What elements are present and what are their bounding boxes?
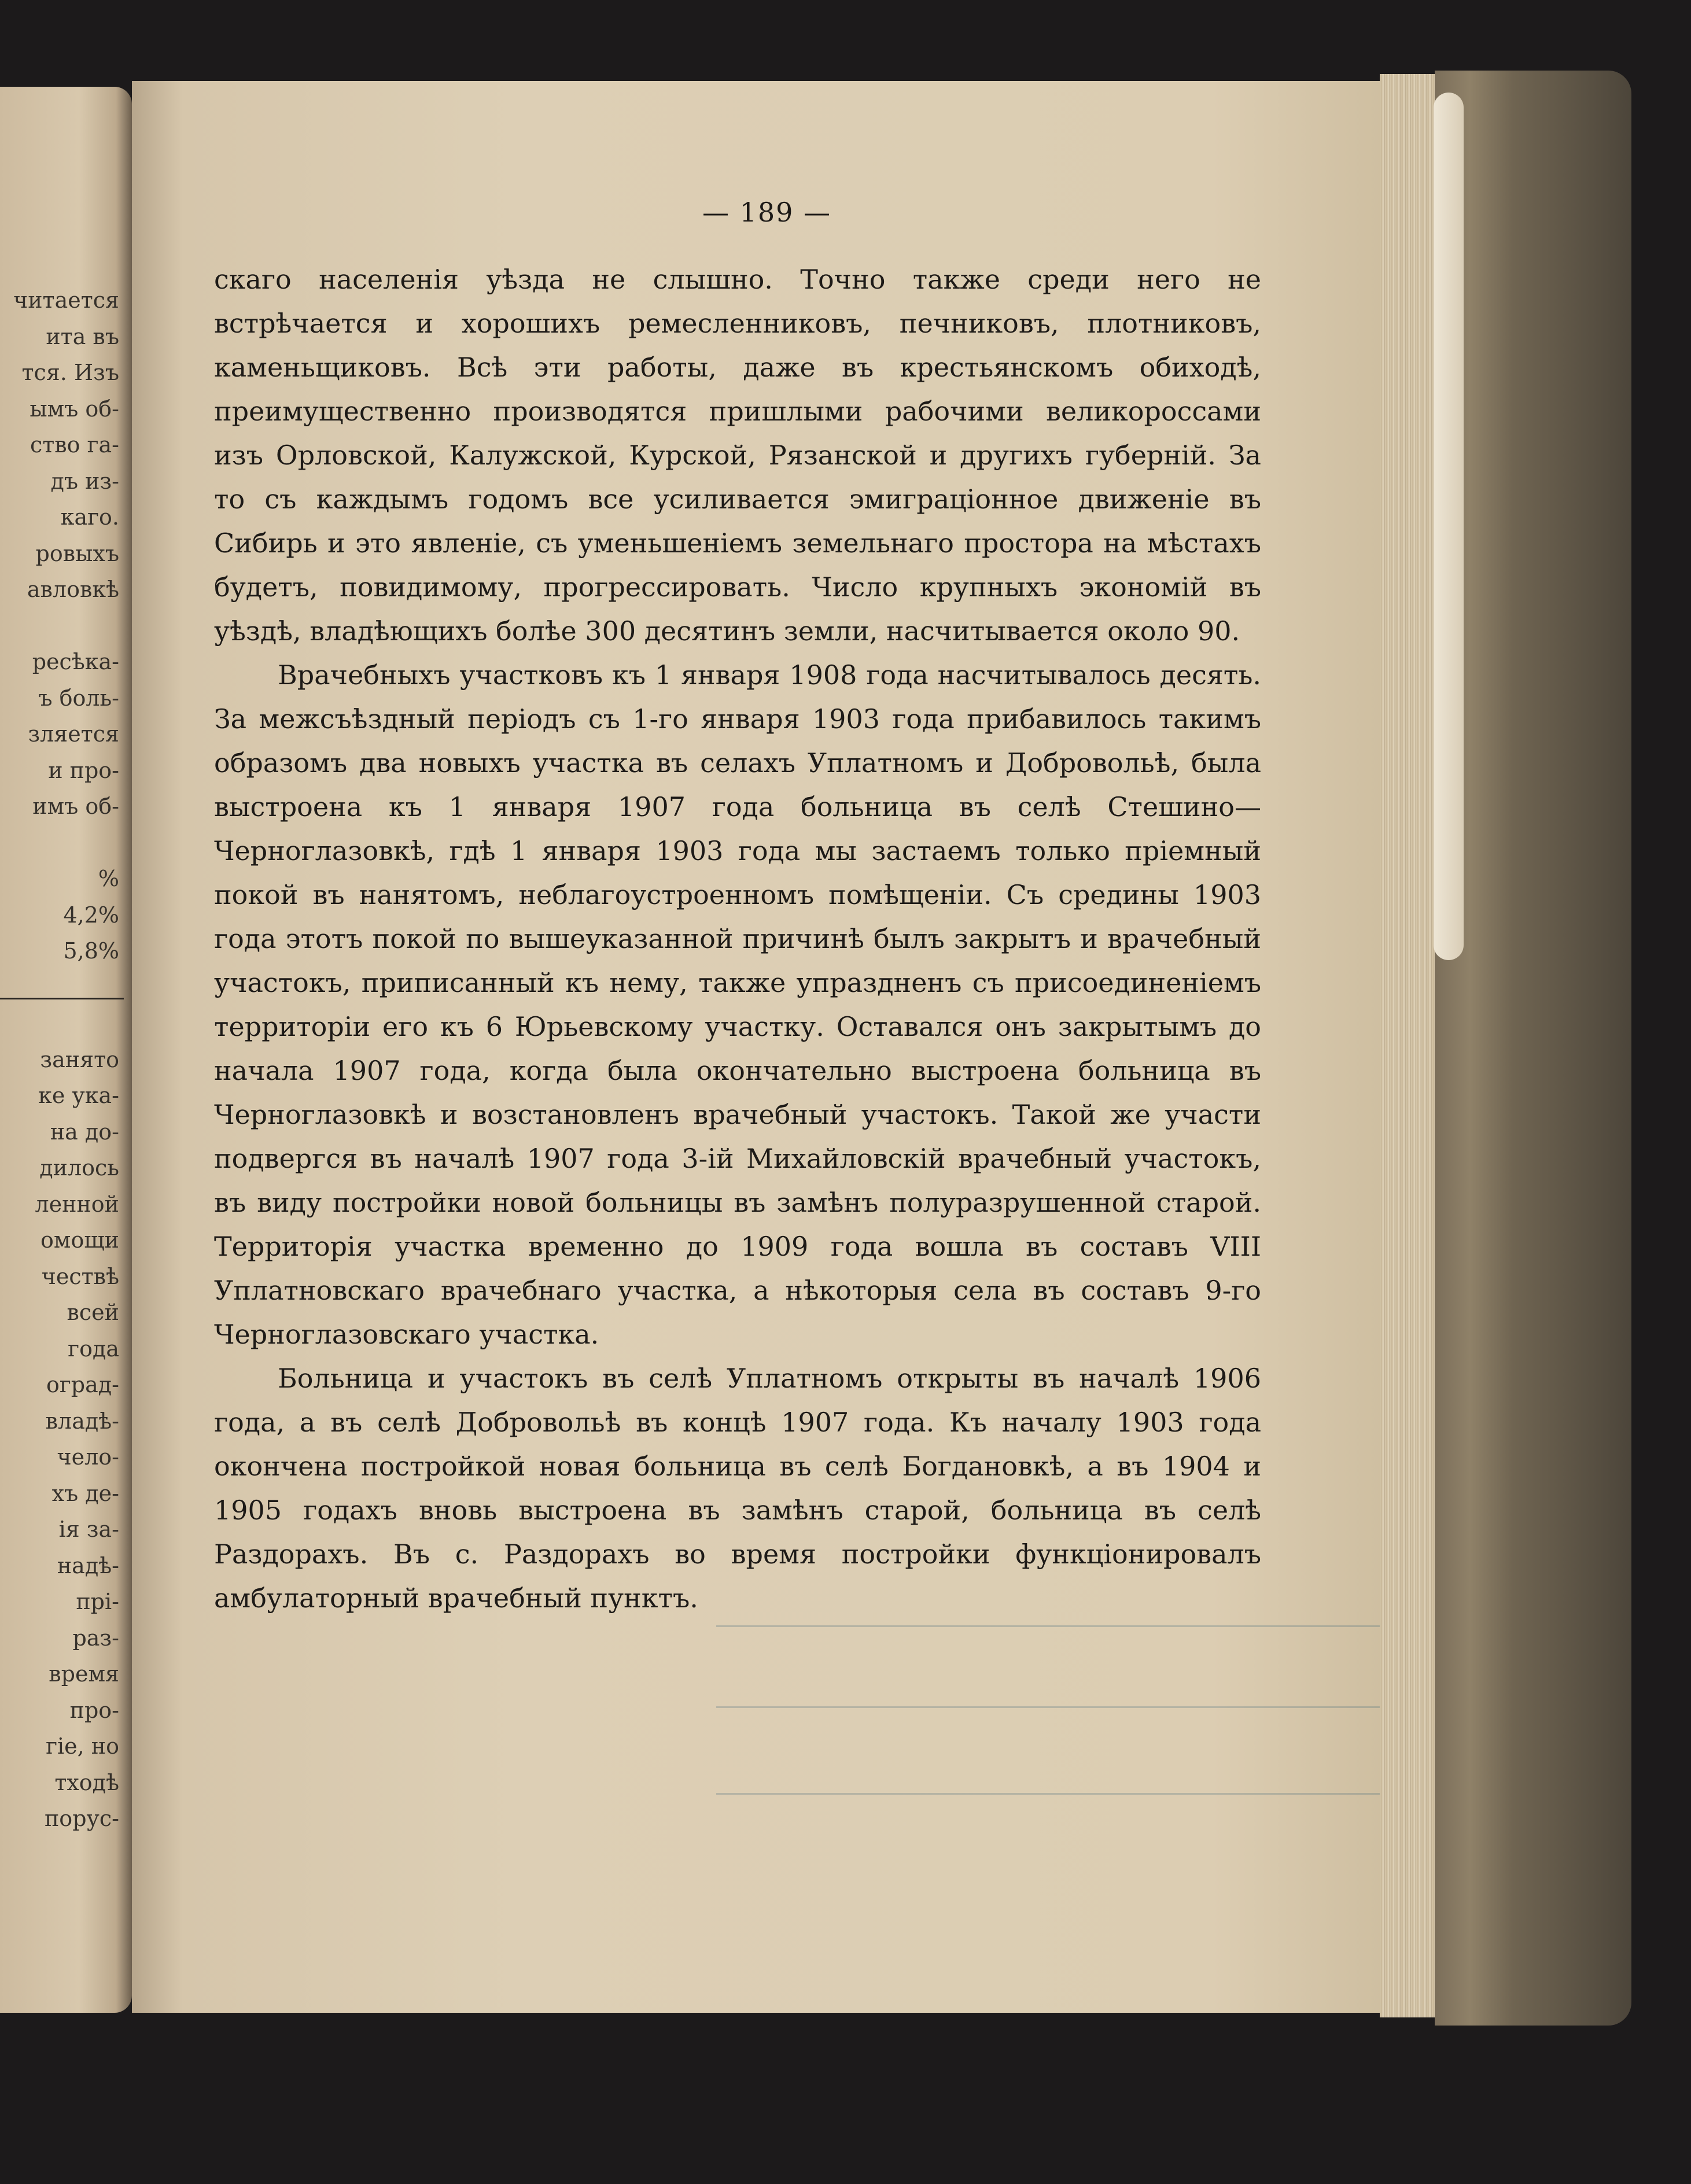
left-page-line: раз- bbox=[72, 1625, 119, 1651]
right-page bbox=[132, 81, 1402, 2013]
left-page-line: имъ об- bbox=[32, 794, 119, 819]
left-page-line: прi- bbox=[76, 1589, 119, 1614]
left-page-line: дилось bbox=[39, 1155, 119, 1180]
left-page-line: оград- bbox=[46, 1372, 119, 1397]
left-page-line: тся. Изъ bbox=[21, 360, 119, 385]
left-page-line bbox=[13, 825, 119, 861]
left-page-line: зляется bbox=[28, 721, 119, 747]
paragraph-1: скаго населенія уѣзда не слышно. Точно также среди него не встрѣчается и хорошихъ ремесленниковъ, печниковъ, плотниковъ, каменьщиковъ. Всѣ эти работы, даже въ крестьянскомъ обиходѣ, преимущественно производятся пришлыми рабочими великороссами изъ Орловской, Калужской, Курской, Рязанской и другихъ губерній. За то съ каждымъ годомъ все усиливается эмиграціонное движеніе въ Сибирь и это явленіе, съ уменьшеніемъ земельнаго простора на мѣстахъ будетъ, повидимому, прогрессировать. Число крупныхъ экономій въ уѣздѣ, владѣющихъ болѣе 300 десятинъ земли, насчитывается около 90. bbox=[214, 264, 1261, 647]
book-binding bbox=[1435, 71, 1631, 2026]
left-page-line: занято bbox=[40, 1046, 119, 1072]
left-page-line: всей bbox=[67, 1300, 119, 1325]
left-page-line: и про- bbox=[48, 757, 119, 783]
left-page-line: тходѣ bbox=[54, 1769, 119, 1795]
left-page-line: ленной bbox=[35, 1191, 119, 1217]
page-number: — 189 — bbox=[702, 197, 832, 228]
left-page-line: авловкѣ bbox=[27, 577, 119, 602]
left-page-line bbox=[13, 608, 119, 644]
left-page-line: на до- bbox=[50, 1119, 119, 1145]
left-page-line: ке ука- bbox=[38, 1083, 119, 1108]
left-page-line: 4,2% bbox=[63, 902, 119, 928]
left-page-line: ство га- bbox=[30, 432, 119, 458]
left-page-line: каго. bbox=[60, 504, 119, 530]
left-page-line: % bbox=[98, 866, 119, 891]
left-page-rule bbox=[0, 998, 124, 999]
left-page-line: ымъ об- bbox=[30, 396, 119, 422]
left-page-line bbox=[13, 1005, 119, 1042]
left-page-line: ровыхъ bbox=[35, 540, 119, 566]
left-page-line: 5,8% bbox=[63, 938, 119, 964]
body-text bbox=[214, 257, 1261, 1620]
left-page-line: дъ из- bbox=[50, 468, 119, 494]
left-page-line: ъ боль- bbox=[38, 685, 119, 711]
left-page-line: iя за- bbox=[58, 1517, 119, 1542]
left-page-text bbox=[13, 282, 119, 1837]
left-page-line: владѣ- bbox=[45, 1408, 119, 1434]
page-block-edge bbox=[1380, 74, 1438, 2017]
left-page-line: гiе, но bbox=[46, 1733, 119, 1759]
left-page-line: порус- bbox=[44, 1806, 119, 1831]
paragraph-2: Врачебныхъ участковъ къ 1 января 1908 года насчитывалось десять. За межсъѣздный періодъ съ 1-го января 1903 года прибавилось такимъ образомъ два новыхъ участка въ селахъ Уплатномъ и Добровольѣ, была выстроена къ 1 января 1907 года больница въ селѣ Стешино—Черноглазовкѣ, гдѣ 1 января 1903 года мы застаемъ только пріемный покой въ нанятомъ, неблагоустроенномъ помѣщеніи. Съ средины 1903 года этотъ покой по вышеуказанной причинѣ былъ закрытъ и врачебный участокъ, приписанный къ нему, также упраздненъ съ присоединеніемъ территоріи его къ 6 Юрьевскому участку. Оставался онъ закрытымъ до начала 1907 года, когда была окончательно выстроена больница въ Черноглазовкѣ и возстановленъ врачебный участокъ. Такой же участи подвергся въ началѣ 1907 года 3-ій Михайловскій врачебный участокъ, въ виду постройки новой больницы въ замѣнъ полуразрушенной старой. Территорія участка временно до 1909 года вошла въ составъ VIII Уплатновскаго врачебнаго участка, а нѣкоторыя села въ составъ 9-го Черноглазовскаго участка. bbox=[214, 659, 1261, 1350]
left-page-line: надѣ- bbox=[57, 1552, 119, 1578]
left-page-line: про- bbox=[69, 1697, 119, 1723]
paragraph-3: Больница и участокъ въ селѣ Уплатномъ открыты въ началѣ 1906 года, а въ селѣ Добровольѣ въ концѣ 1907 года. Къ началу 1903 года окончена постройкой новая больница въ селѣ Богдановкѣ, а въ 1904 и 1905 годахъ вновь выстроена въ замѣнъ старой, больница въ селѣ Раздорахъ. Въ с. Раздорахъ во время постройки функціонировалъ амбулаторный врачебный пунктъ. bbox=[214, 1363, 1261, 1614]
left-page-line: года bbox=[68, 1336, 119, 1362]
bookmark-strip bbox=[1434, 93, 1464, 960]
left-page-line: чело- bbox=[57, 1444, 119, 1470]
left-page-line bbox=[13, 969, 119, 1006]
left-page-line: читается bbox=[13, 287, 119, 313]
left-page-line: чествѣ bbox=[41, 1263, 119, 1289]
left-page-line: ресѣка- bbox=[32, 649, 119, 674]
left-page-line: омощи bbox=[40, 1227, 119, 1253]
left-page bbox=[0, 87, 132, 2013]
left-page-line: хъ де- bbox=[51, 1480, 119, 1506]
left-page-line: время bbox=[49, 1661, 119, 1687]
left-page-line: ита въ bbox=[46, 323, 119, 349]
